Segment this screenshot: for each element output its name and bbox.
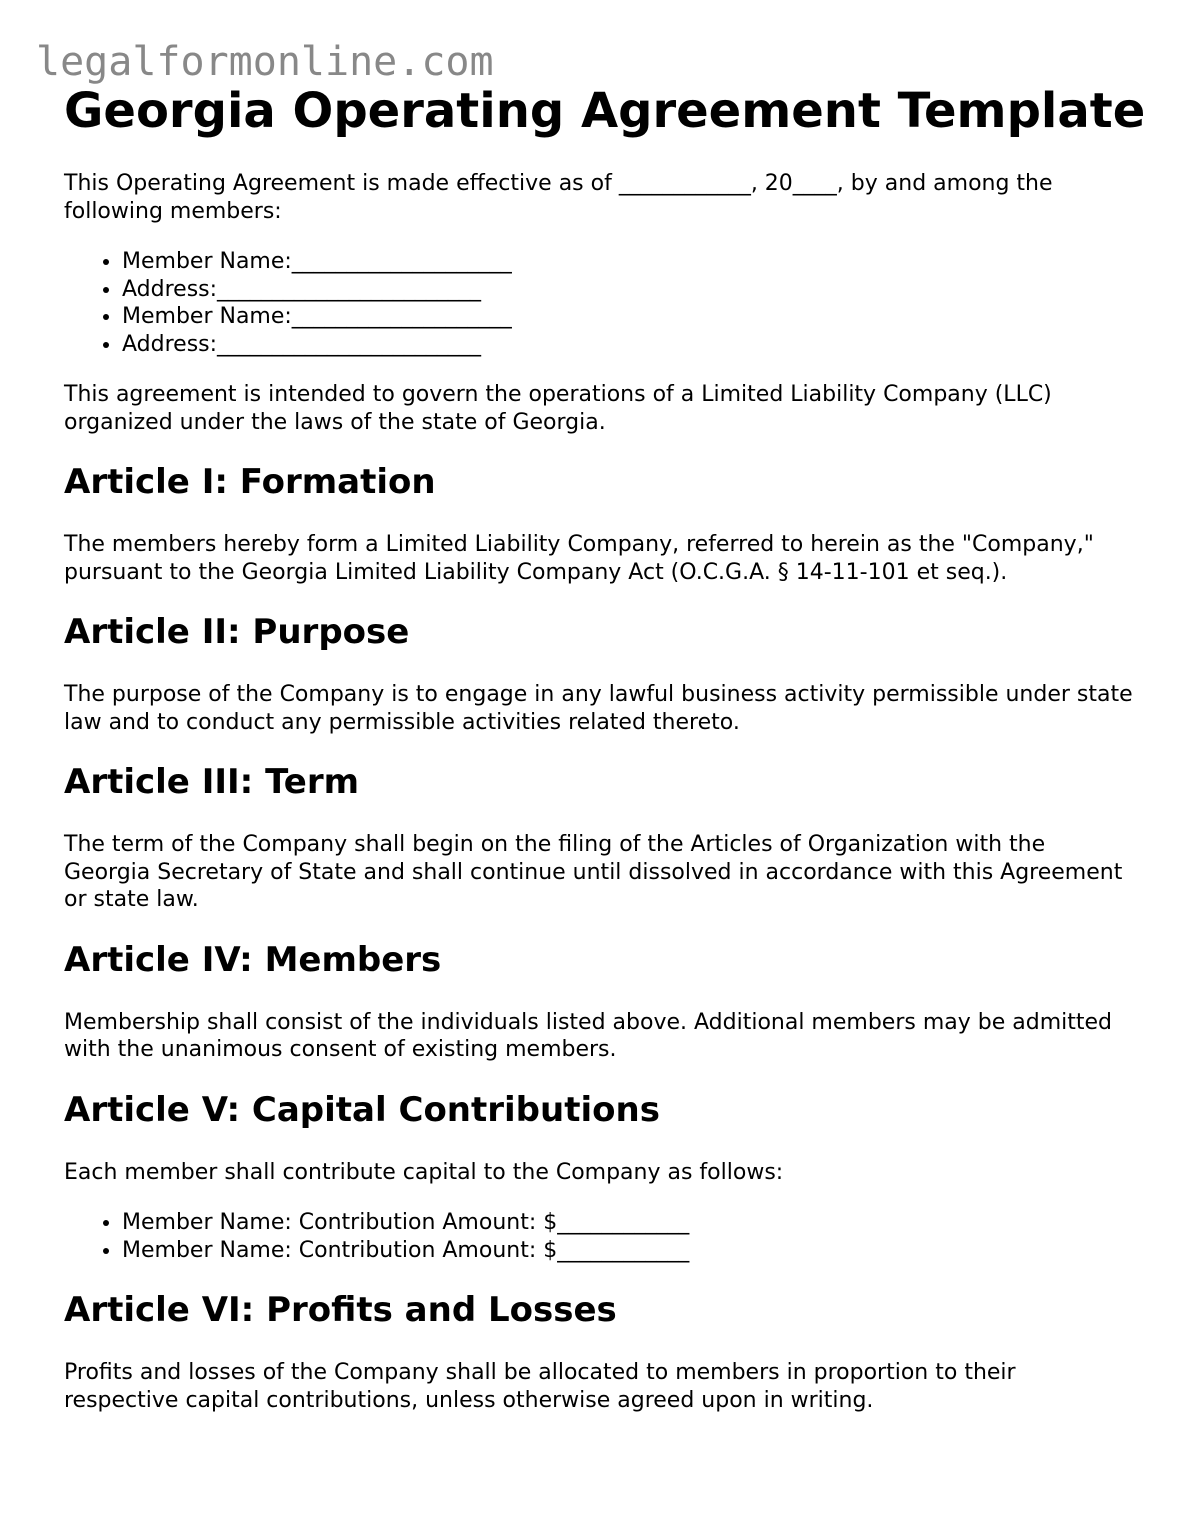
- article-profits-and-losses: [64, 1288, 1134, 1414]
- article-members: [64, 938, 1134, 1064]
- article-heading: Article II: Purpose: [64, 612, 410, 652]
- article-capital-contributions: [64, 1088, 1134, 1265]
- article-heading: Article I: Formation: [64, 462, 436, 502]
- article-text: Profits and losses of the Company shall be allocated to members in proportion to their respective capital contributions, unless otherwise agreed upon in writing.: [64, 1360, 1016, 1413]
- article-text: The members hereby form a Limited Liability Company, referred to herein as the "Company," pursuant to the Georgia Limited Liability Company Act (O.C.G.A. § 14-11-101 et seq.).: [64, 532, 1094, 585]
- list-item: • Member Name: Contribution Amount: $____________: [122, 1209, 1134, 1237]
- article-heading: Article IV: Members: [64, 939, 442, 980]
- intro-paragraph: This Operating Agreement is made effective as of ____________, 20____, by and among the following members:: [64, 171, 1053, 224]
- article-heading: Article V: Capital Contributions: [64, 1089, 660, 1130]
- watermark: legalformonline.com: [36, 39, 494, 85]
- list-item: • Member Name: Contribution Amount: $____________: [122, 1237, 1134, 1265]
- members-list: [64, 248, 1134, 358]
- article-heading: Article VI: Profits and Losses: [64, 1290, 617, 1330]
- document-title: Georgia Operating Agreement Template: [64, 83, 1146, 139]
- article-term: [64, 760, 1134, 914]
- article-text: Each member shall contribute capital to the Company as follows:: [64, 1159, 784, 1185]
- list-item: • Member Name:____________________: [122, 303, 1134, 331]
- article-heading: Article III: Term: [64, 762, 360, 802]
- document-page: [64, 80, 1146, 1414]
- article-text: The term of the Company shall begin on the filing of the Articles of Organization with the Georgia Secretary of State and shall continue until dissolved in accordance with this Agreement or state law.: [64, 832, 1123, 912]
- intro-purpose-paragraph: This agreement is intended to govern the operations of a Limited Liability Company (LLC) organized under the laws of the state of Georgia.: [64, 382, 1052, 435]
- article-text: Membership shall consist of the individuals listed above. Additional members may be admitted with the unanimous consent of existing members.: [64, 1009, 1112, 1062]
- article-formation: [64, 460, 1134, 586]
- article-text: The purpose of the Company is to engage in any lawful business activity permissible under state law and to conduct any permissible activities related thereto.: [64, 682, 1133, 735]
- list-item: • Member Name:____________________: [122, 248, 1134, 276]
- list-item: • Address:________________________: [122, 276, 1134, 304]
- contributions-list: [64, 1209, 1134, 1264]
- list-item: • Address:________________________: [122, 331, 1134, 359]
- article-purpose: [64, 610, 1134, 736]
